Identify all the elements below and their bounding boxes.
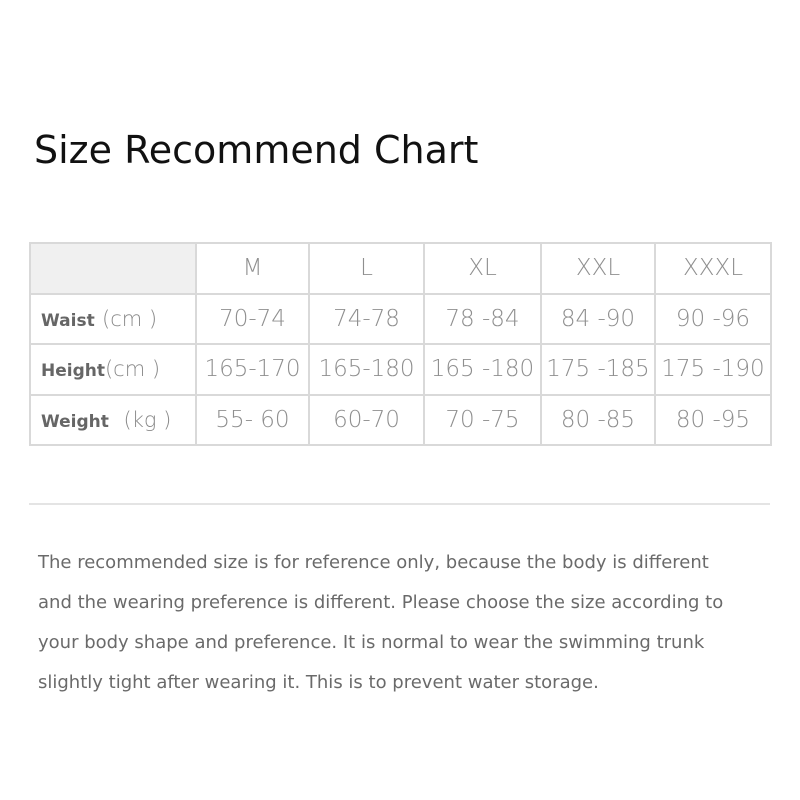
row-unit-height: (cm ) [104, 357, 161, 382]
table-row-weight [30, 395, 771, 446]
table-cell: 90 -96 [655, 294, 771, 345]
table-cell: 175 -185 [541, 344, 655, 395]
table-row-waist [30, 294, 771, 345]
size-header-xxxl: XXXL [655, 243, 771, 294]
page-title: Size Recommend Chart [34, 128, 479, 172]
table-cell: 80 -85 [541, 395, 655, 446]
table-cell: 80 -95 [655, 395, 771, 446]
table-cell: 74-78 [309, 294, 424, 345]
table-cell: 70-74 [196, 294, 309, 345]
row-unit-weight: (kg ) [123, 407, 172, 432]
note-line: and the wearing preference is different. Please choose the size according to [38, 592, 724, 613]
table-corner-cell [30, 243, 196, 294]
row-header-weight [30, 395, 196, 446]
size-chart-table [29, 242, 772, 446]
row-header-height [30, 344, 196, 395]
size-header-m: M [196, 243, 309, 294]
table-cell: 165-180 [309, 344, 424, 395]
table-header-row [30, 243, 771, 294]
table-cell: 78 -84 [424, 294, 541, 345]
row-header-waist [30, 294, 196, 345]
note-line: The recommended size is for reference only, because the body is different [38, 552, 709, 573]
size-header-xl: XL [424, 243, 541, 294]
divider [29, 503, 770, 505]
row-label-weight: Weight [41, 411, 109, 432]
table-cell: 175 -190 [655, 344, 771, 395]
size-header-l: L [309, 243, 424, 294]
table-cell: 165 -180 [424, 344, 541, 395]
row-label-waist: Waist [41, 310, 95, 331]
row-unit-waist: (cm ) [102, 306, 158, 331]
table-row-height [30, 344, 771, 395]
table-cell: 55- 60 [196, 395, 309, 446]
note-line: your body shape and preference. It is normal to wear the swimming trunk [38, 632, 705, 653]
table-cell: 165-170 [196, 344, 309, 395]
table-cell: 60-70 [309, 395, 424, 446]
size-note [38, 543, 768, 703]
row-label-height: Height [41, 361, 105, 382]
table-cell: 84 -90 [541, 294, 655, 345]
note-line: slightly tight after wearing it. This is to prevent water storage. [38, 672, 599, 693]
table-cell: 70 -75 [424, 395, 541, 446]
size-header-xxl: XXL [541, 243, 655, 294]
